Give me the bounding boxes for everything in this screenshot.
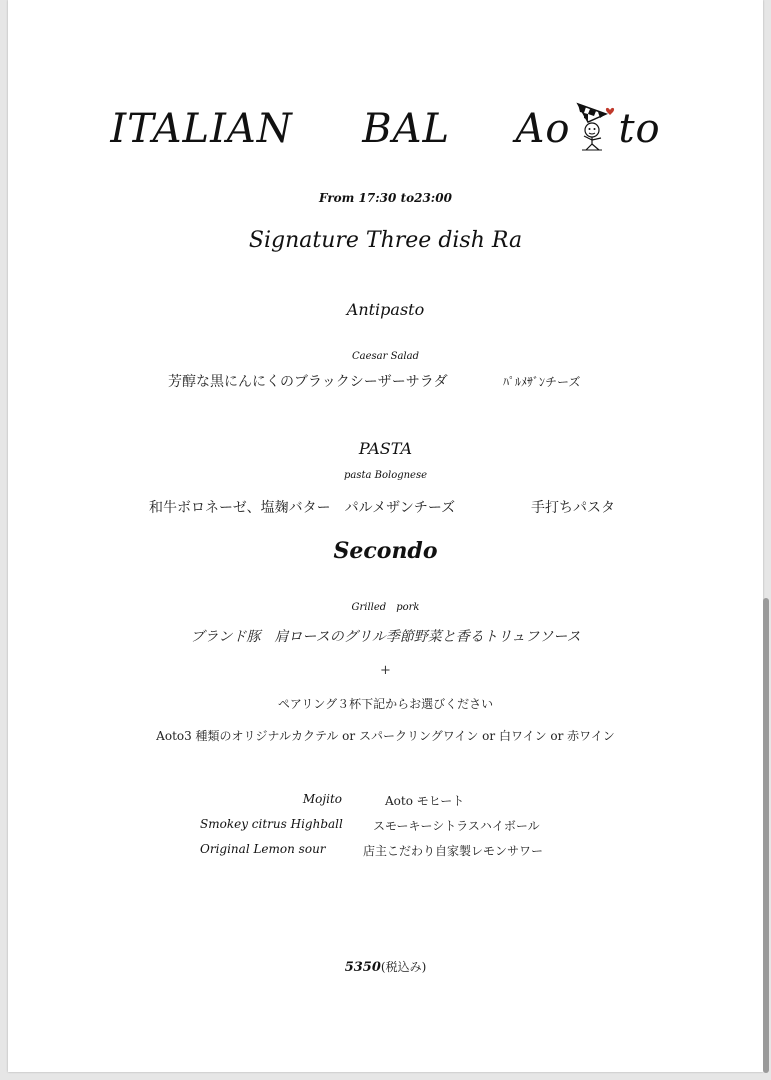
antipasto-note: ﾊﾟﾙﾒｻﾞﾝチーズ [503, 375, 581, 389]
antipasto-subtitle: Caesar Salad [352, 351, 419, 362]
menu-page [8, 0, 763, 1072]
price-amount: 5350 [344, 960, 381, 975]
secondo-heading: Secondo [333, 538, 438, 564]
drink-en-lemon-sour: Original Lemon sour [200, 842, 326, 856]
antipasto-dish: 芳醇な黒にんにくのブラックシーザーサラダ [168, 374, 448, 390]
restaurant-title [0, 100, 771, 152]
pasta-subtitle: pasta Bolognese [343, 470, 428, 481]
drink-jp-lemon-sour: 店主こだわり自家製レモンサワー [363, 844, 544, 858]
title-ao: Ao [515, 106, 571, 152]
title-italian: ITALIAN [110, 106, 293, 152]
title-to: to [618, 106, 661, 152]
drink-en-mojito: Mojito [302, 792, 342, 806]
plus-sign: + [380, 663, 391, 678]
drink-jp-mojito: Aoto モヒート [385, 794, 465, 808]
secondo-dish: ブランド豚 肩ロースのグリル季節野菜と香るトリュフソース [190, 629, 581, 645]
title-bal: BAL [362, 106, 451, 152]
antipasto-heading: Antipasto [346, 300, 425, 319]
secondo-subtitle: Grilled pork [351, 602, 420, 613]
course-title: Signature Three dish Ra [248, 228, 523, 253]
pairing-options: Aoto3 種類のオリジナルカクテル or スパークリングワイン or 白ワイン or 赤ワイン [156, 729, 615, 743]
logo-mascot-icon [572, 100, 616, 152]
pairing-instruction: ペアリング３杯下記からお選びください [277, 697, 494, 711]
price-tax: (税込み) [380, 960, 427, 974]
pasta-heading: PASTA [358, 439, 413, 458]
pasta-dish: 和牛ボロネーゼ、塩麹バター パルメザンチーズ [149, 500, 456, 516]
drink-en-highball: Smokey citrus Highball [200, 817, 343, 831]
drink-jp-highball: スモーキーシトラスハイボール [373, 819, 540, 833]
price [0, 958, 771, 975]
pasta-note: 手打ちパスタ [531, 500, 615, 516]
opening-hours: From 17:30 to23:00 [319, 191, 452, 205]
